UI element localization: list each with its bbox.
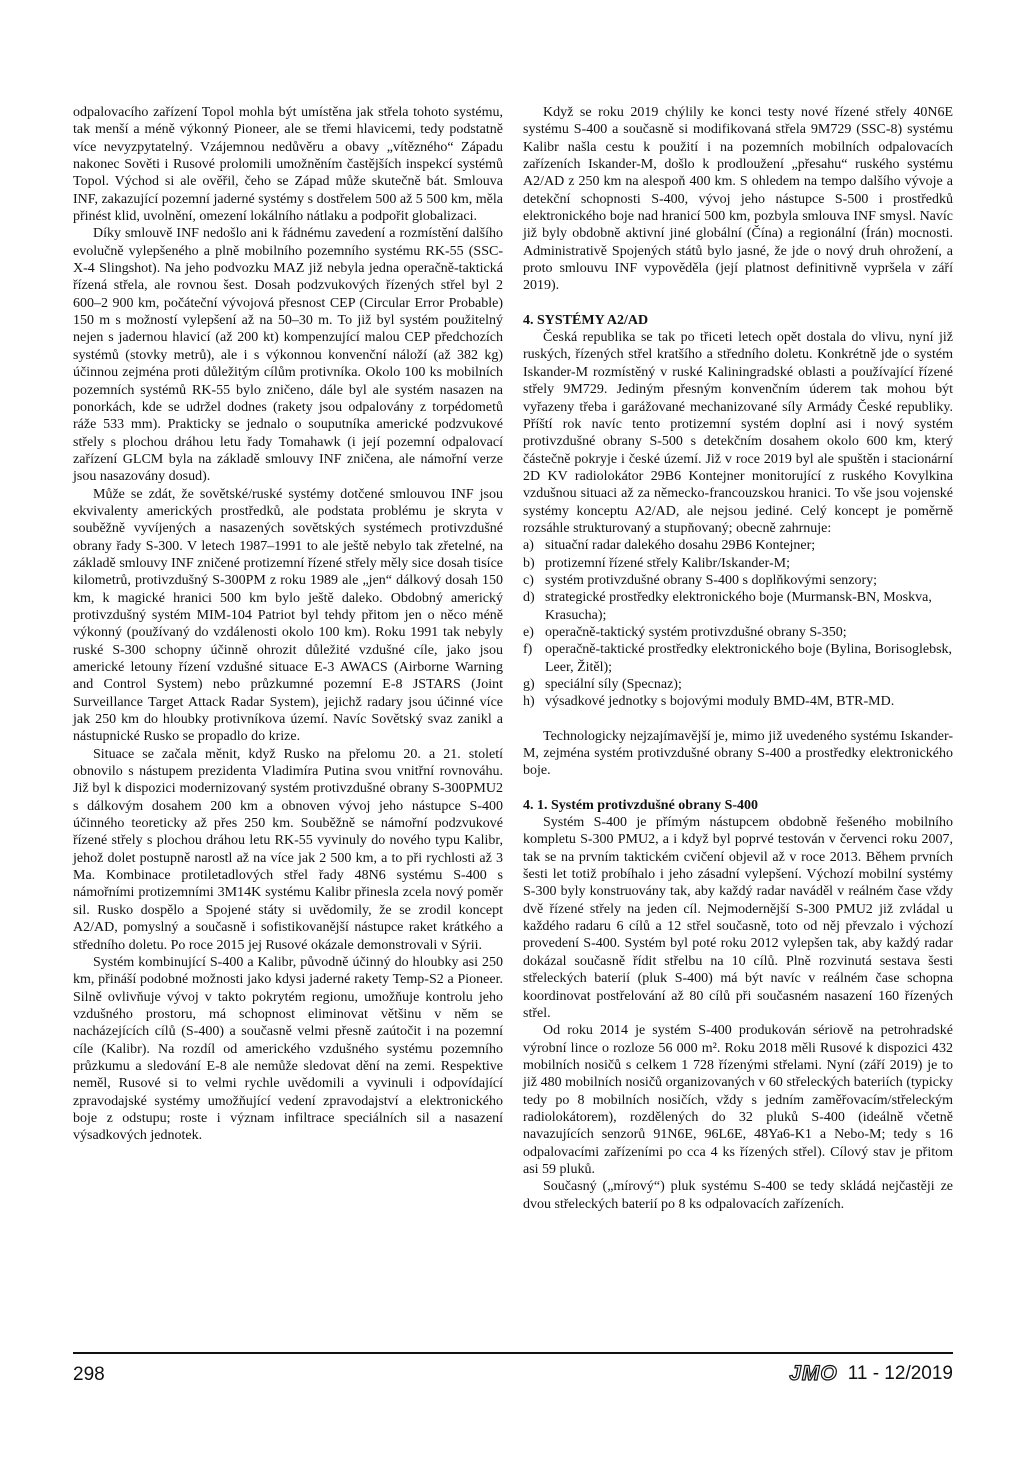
list-item-text: systém protivzdušné obrany S-400 s doplňkovými senzory;	[545, 572, 878, 588]
journal-footer	[789, 1362, 953, 1386]
issue-label: 11 - 12/2019	[847, 1363, 953, 1384]
list-marker: e)	[523, 624, 534, 640]
systems-list	[523, 537, 953, 710]
paragraph: Technologicky nejzajímavější je, mimo již uvedeného systému Iskander-M, zejména systém protivzdušné obrany S-400 a prostředky elektronického boje.	[523, 728, 953, 779]
list-item	[523, 589, 953, 624]
list-marker: a)	[523, 538, 534, 554]
paragraph: Současný („mírový“) pluk systému S-400 se tedy skládá nejčastěji ze dvou střeleckých baterií po 8 ks odpalovacích zařízeních.	[523, 1179, 953, 1212]
list-marker: f)	[523, 642, 533, 658]
journal-logo: JMO	[789, 1362, 838, 1385]
list-item-text: protizemní řízené střely Kalibr/Iskander-M;	[545, 555, 791, 571]
list-item	[523, 641, 953, 676]
subsection-heading: 4. 1. Systém protivzdušné obrany S-400	[523, 797, 759, 813]
intro-paragraph: Když se roku 2019 chýlily ke konci testy nové řízené střely 40N6E systému S-400 a současně si modifikovaná střela 9M729 (SSC-8) systému Kalibr našla cestu k použití i na pozemních mobilních odpalovacích zařízeních Iskander-M, došlo k prodloužení „přesahu“ ruského systému A2/AD z 250 km na alespoň 400 km. S ohledem na tempo dalšího vývoje a detekční schopnosti S-400, vývoj jeho nástupce S-500 i prostředků elektronického boje nad hranicí 500 km, pozbyla smlouva INF smysl. Navíc již byly obdobně aktivní jiné globální (Čína) a regionální (Írán) mocnosti. Administrativě Spojených států bylo jasné, že jde o nový druh ohrožení, a proto smlouvu INF vypověděla (její platnost definitivně vypršela v září 2019).	[523, 105, 953, 294]
footer-divider	[73, 1352, 953, 1354]
list-item-text: speciální síly (Specnaz);	[545, 677, 682, 692]
paragraph: Česká republika se tak po třiceti letech opět dostala do vlivu, nyní již ruských, řízených střel kratšího a středního doletu. Konkrétně jde o systém Iskander-M rozmístěný v ruské Kaliningradské oblasti a používající řízené střely 9M729. Jediným přesným konvenčním úderem tak mohou být vyřazeny třeba i garážované mechanizované síly Armády České republiky. Příští rok navíc tento protizemní systém doplní asi i nový systém protivzdušné obrany S-500 s detekčním dosahem okolo 600 km, který částečně pokryje i české území. Již v roce 2019 byl ale spuštěn i stacionární 2D KV radiolokátor 29B6 Kontejner monitorující z ruského Kovylkina vzdušnou situaci až za německo-francouzskou hranici. To vše jsou vojenské systémy konceptu A2/AD, ale nejsou jediné. Celý koncept je poměrně rozsáhle strukturovaný a stupňovaný; obecně zahrnuje:	[523, 330, 953, 536]
paragraph: Od roku 2014 je systém S-400 produkován sériově na petrohradské výrobní lince o rozloze 56 000 m². Roku 2018 měli Rusové k dispozici 432 mobilních nosičů s celkem 1 728 řízenými střelami. Nyní (září 2019) je to již 480 mobilních nosičů organizovaných v 60 střeleckých bateriích (typicky tedy po 8 mobilních nosičích, vždy s jedním zaměřovacím/střeleckým radiolokátorem), rozdělených do 32 pluků S-400 (ideálně včetně navazujících senzorů 91N6E, 96L6E, 48Ya6-K1 a Nebo-M; tedy s 16 odpalovacími zařízeními po cca 4 ks řízených střel). Cílový stav je přitom asi 59 pluků.	[523, 1023, 953, 1177]
paragraph: Situace se začala měnit, když Rusko na přelomu 20. a 21. století obnovilo s nástupem prezidenta Vladimíra Putina svou vnitřní rovnováhu. Již byl k dispozici modernizovaný systém protivzdušné obrany S-300PMU2 s dálkovým dosahem 200 km a obnoven vývoj jeho nástupce S-400 účinného teoreticky až přes 250 km. Souběžně se námořní podzvukové řízené střely s plochou dráhou letu RK-55 vyvinuly do nového typu Kalibr, jehož dolet postupně narostl až na více jak 2 500 km, a to při rychlosti až 3 Ma. Kombinace protiletadlových střel řady 48N6 systému S-400 s námořními protizemními 3M14K systému Kalibr přinesla zcela nový poměr sil. Rusko dospělo a Spojené státy si uvědomily, že se zrodil koncept A2/AD, pomyslný a současně i sofistikovanější nástupce raket krátkého a středního doletu. Po roce 2015 jej Rusové okázale demonstrovali v Sýrii.	[73, 746, 503, 953]
list-marker: h)	[523, 694, 535, 710]
right-column	[523, 104, 953, 1213]
left-column	[73, 104, 503, 1145]
paragraph: Může se zdát, že sovětské/ruské systémy dotčené smlouvou INF jsou ekvivalenty amerických prostředků, ale podstata problému je skryta v souběžně vyvíjených a nasazených sovětských systémech protivzdušné obrany řady S-300. V letech 1987–1991 to ale ještě nebylo tak zřetelné, na základě smlouvy INF zničené protizemní řízené střely měly sice dosah tisíce kilometrů, protivzdušný S-300PM z roku 1989 ale „jen“ dálkový dosah 150 km, k magické hranici 500 km bylo ještě daleko. Obdobný americký protivzdušný systém MIM-104 Patriot byl tehdy přitom jen o něco méně výkonný (používaný do vzdálenosti okolo 100 km). Roku 1991 tak nebyly ruské S-300 schopny účinně ohrozit důležité vzdušné cíle, jako jsou americké letouny řízení vzdušné situace E-3 AWACS (Airborne Warning and Control System) nebo průzkumné pozemní E-8 JSTARS (Joint Surveillance Target Attack Radar System), jejichž radary jsou účinné více jak 250 km do hloubky protivníkova území. Navíc Sovětský svaz zanikl a nástupnické Rusko se propadlo do krize.	[73, 486, 503, 745]
list-item	[523, 555, 953, 572]
list-marker: c)	[523, 572, 534, 588]
list-item	[523, 537, 953, 554]
paragraph: Díky smlouvě INF nedošlo ani k řádnému zavedení a rozmístění dalšího evolučně vylepšeného a plně mobilního pozemního systému RK-55 (SSC-X-4 Slingshot). Na jeho podvozku MAZ již nebyla jedna operačně-taktická řízená střela, ale rovnou šest. Dosah podzvukových řízených střel byl 2 600–2 900 km, počáteční vývojová přesnost CEP (Circular Error Probable) 150 m s možností vylepšení až na 50–30 m. To již byl systém použitelný nejen s jadernou hlavicí (až 200 kt) kompenzující malou CEP předchozích systémů (stovky metrů), ale i s výkonnou konvenční náloží (až 382 kg) účinnou zejména proti důležitým cílům protivníka. Okolo 100 ks mobilních pozemních systémů RK-55 bylo zničeno, dále byl ale systém nasazen na ponorkách, kde se udržel dodnes (rakety jsou odpalovány z torpédometů ráže 533 mm). Prakticky se jednalo o souputníka americké podzvukové střely s plochou dráhou letu řady Tomahawk (i její pozemní odpalovací zařízení GLCM byla na základě smlouvy INF zničena, ale námořní verze jsou nasazovány dosud).	[73, 226, 503, 485]
list-marker: d)	[523, 590, 535, 606]
list-item-text: operačně-taktický systém protivzdušné obrany S-350;	[545, 624, 847, 640]
list-item-text: operačně-taktické prostředky elektronického boje (Bylina, Borisoglebsk, Leer, Žitěl);	[545, 642, 953, 675]
paragraph: odpalovacího zařízení Topol mohla být umístěna jak střela tohoto systému, tak menší a méně výkonný Pioneer, ale se třemi hlavicemi, tedy podstatně více nevyzpytatelný. Vzájemnou nedůvěru a obavy „vítězného“ Západu nakonec Sověti i Rusové prolomili umožněním častějších inspekcí systémů Topol. Východ si ale ověřil, čeho se Západ může skutečně bát. Smlouva INF, zakazující pozemní jaderné systémy s dostřelem 500 až 5 500 km, měla přinést klid, uvolnění, omezení lokálního nátlaku a podpořit globalizaci.	[73, 105, 503, 225]
section-heading: 4. SYSTÉMY A2/AD	[523, 312, 649, 328]
paragraph: Systém kombinující S-400 a Kalibr, původně účinný do hloubky asi 250 km, přináší podobné možnosti jako kdysi jaderné rakety Temp-S2 a Pioneer. Silně ovlivňuje vývoj v takto pokrytém regionu, umožňuje kontrolu jeho vzdušného prostoru, má schopnost eliminovat většinu v něm se nacházejících cílů (S-400) a současně velmi přesně zaútočit i na pozemní cíle (Kalibr). Na rozdíl od amerického vzdušného systému pozemního průzkumu a sledování E-8 ale nemůže sledovat dění na zemi. Respektive neměl, Rusové si to velmi rychle uvědomili a vyvinuli i odpovídající zpravodajské systémy umožňující vedení zpravodajství a elektronického boje z odstupu; roste i význam infiltrace speciálních sil a nasazení výsadkových jednotek.	[73, 954, 503, 1144]
list-item	[523, 624, 953, 641]
list-marker: b)	[523, 555, 535, 571]
page-number: 298	[73, 1364, 105, 1385]
list-item-text: strategické prostředky elektronického boje (Murmansk-BN, Moskva, Krasucha);	[545, 590, 932, 623]
list-item-text: situační radar dalekého dosahu 29B6 Kontejner;	[545, 538, 816, 554]
list-item	[523, 693, 953, 710]
list-item-text: výsadkové jednotky s bojovými moduly BMD-4M, BTR-MD.	[545, 694, 895, 710]
list-marker: g)	[523, 677, 535, 692]
paragraph: Systém S-400 je přímým nástupcem obdobně řešeného mobilního kompletu S-300 PMU2, a i když byl poprvé testován v červenci roku 2007, tak se na prvním taktickém cvičení objevil až v roce 2013. Během prvních šesti let totiž probíhalo i jeho zásadní vylepšení. Výchozí mobilní systémy S-300 byly konstruovány tak, aby každý radar naváděl v reálném čase vždy dvě řízené střely na jeden cíl. Nejmodernější S-300 PMU2 již zvládal u každého radaru 6 cílů a 12 střel současně, toto od něj převzalo i výchozí provedení S-400. Systém byl poté roku 2012 vylepšen tak, aby každý radar dokázal současně řídit střelbu na 10 cílů. Plně rozvinutá sestava šesti střeleckých baterií (pluk S-400) má být navíc v reálném čase schopna koordinovat postřelování až 80 cílů při současném nasazení 160 řízených střel.	[523, 815, 953, 1021]
list-item	[523, 676, 953, 693]
list-item	[523, 572, 953, 589]
